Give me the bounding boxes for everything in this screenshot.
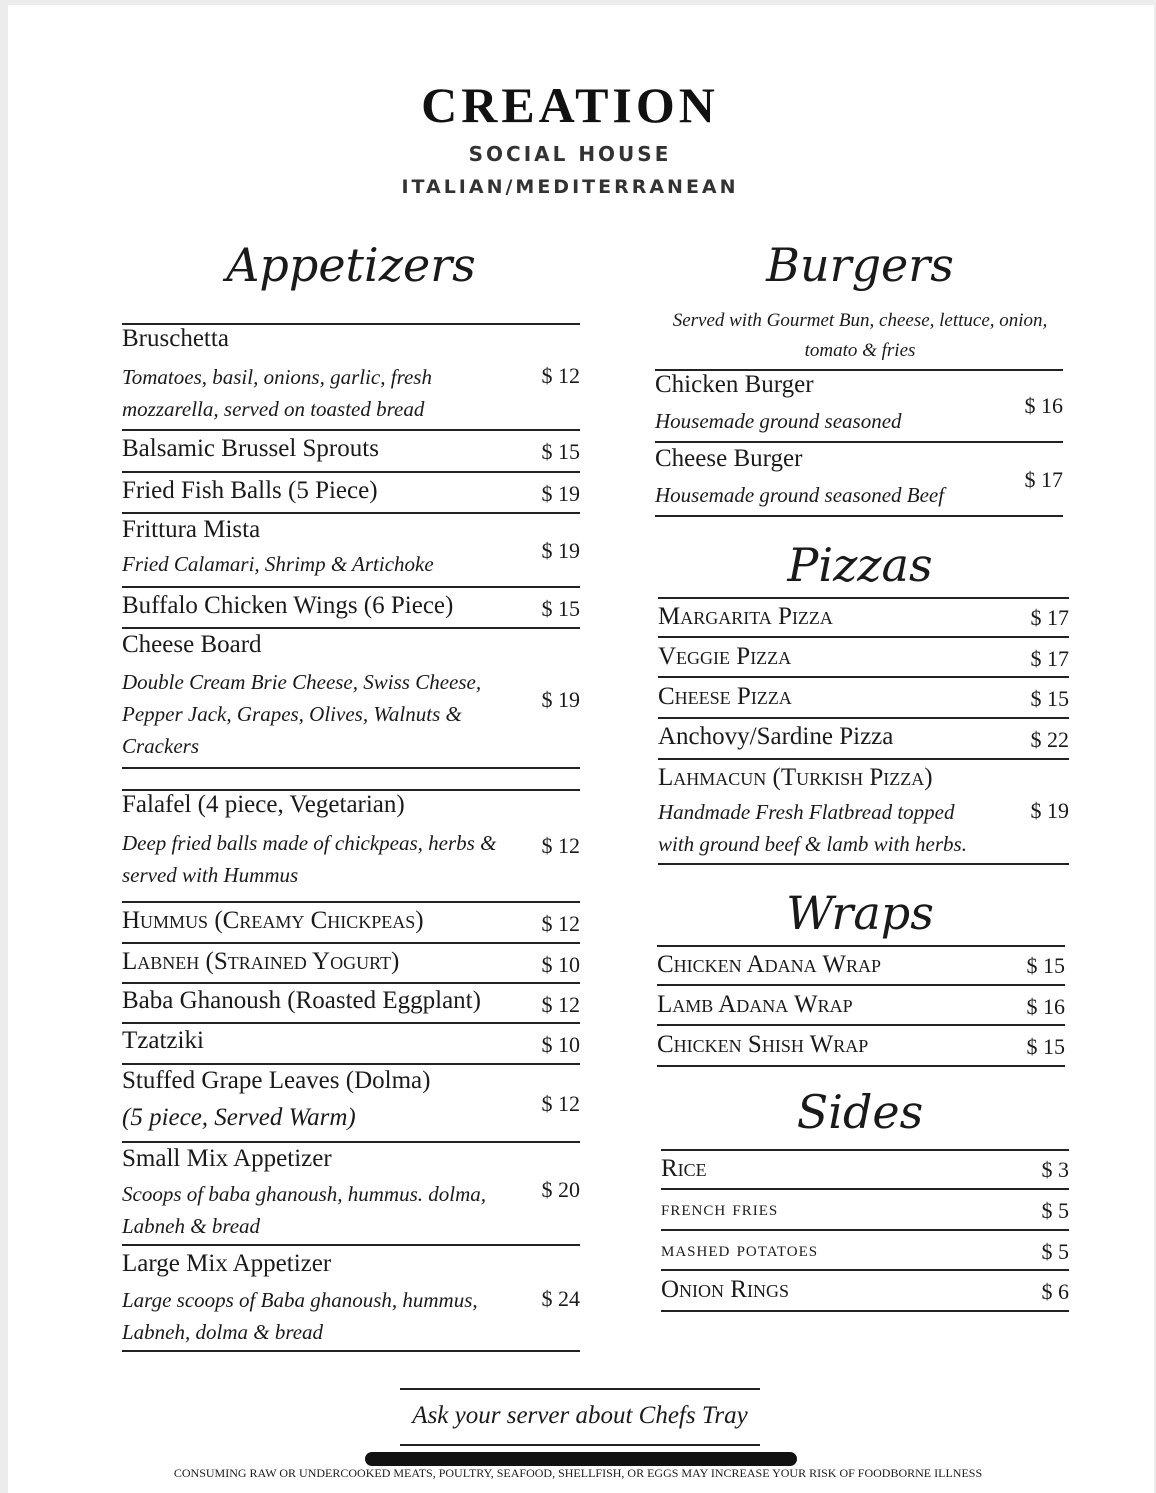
- item-description: [658, 796, 967, 860]
- item-name: Chicken Burger: [655, 371, 814, 398]
- menu-item-small-mix-appetizer: [122, 1143, 580, 1246]
- item-price: $ 15: [1026, 953, 1065, 978]
- burgers-note-line: Served with Gourmet Bun, cheese, lettuce, onion,: [672, 310, 1048, 331]
- item-name: Cheese Pizza: [658, 683, 792, 710]
- menu-item-chicken-shish-wrap: [657, 1026, 1065, 1067]
- wraps-heading: Wraps: [786, 886, 934, 940]
- item-name: mashed potatoes: [661, 1237, 819, 1261]
- item-name: Tzatziki: [122, 1027, 204, 1054]
- item-price: $ 20: [541, 1177, 580, 1202]
- item-name: Chicken Shish Wrap: [657, 1031, 869, 1058]
- item-name: Veggie Pizza: [658, 643, 792, 670]
- item-price: $ 10: [541, 1032, 580, 1057]
- item-price: $ 5: [1041, 1239, 1069, 1264]
- item-price: $ 12: [541, 833, 580, 858]
- menu-item-lahmacun: [658, 760, 1069, 865]
- pizzas-heading: Pizzas: [787, 538, 933, 592]
- menu-item-labneh: [122, 944, 580, 984]
- item-description-line: Labneh, dolma & bread: [122, 1320, 324, 1344]
- item-description-line: Housemade ground seasoned: [655, 409, 902, 433]
- menu-item-margarita-pizza: [658, 597, 1069, 638]
- menu-item-cheese-pizza: [658, 678, 1069, 719]
- item-price: $ 12: [541, 363, 580, 388]
- menu-item-lamb-adana-wrap: [657, 986, 1065, 1026]
- item-name: Balsamic Brussel Sprouts: [122, 435, 379, 462]
- menu-item-bruschetta: [122, 323, 580, 431]
- item-description-line: Large scoops of Baba ghanoush, hummus,: [122, 1288, 478, 1312]
- item-description-line: (5 piece, Served Warm): [122, 1104, 356, 1131]
- item-price: $ 16: [1024, 393, 1063, 418]
- item-price: $ 19: [541, 538, 580, 563]
- item-name: Buffalo Chicken Wings (6 Piece): [122, 592, 454, 619]
- item-description: [655, 479, 944, 511]
- item-name: Small Mix Appetizer: [122, 1145, 332, 1172]
- menu-item-frittura-mista: [122, 514, 580, 588]
- item-description-line: Scoops of baba ghanoush, hummus. dolma,: [122, 1182, 487, 1206]
- item-description: [122, 827, 496, 891]
- menu-item-fried-fish-balls: [122, 473, 580, 514]
- menu-item-cheese-board: [122, 629, 580, 769]
- menu-item-rice: [661, 1149, 1069, 1190]
- item-name: Onion Rings: [661, 1276, 789, 1303]
- item-description: [122, 548, 434, 580]
- item-description-line: Fried Calamari, Shrimp & Artichoke: [122, 552, 434, 576]
- item-price: $ 19: [541, 481, 580, 506]
- item-name: Anchovy/Sardine Pizza: [658, 723, 894, 750]
- item-name: Large Mix Appetizer: [122, 1250, 332, 1277]
- item-price: $ 16: [1026, 994, 1065, 1019]
- item-price: $ 17: [1024, 467, 1063, 492]
- item-price: $ 3: [1041, 1157, 1069, 1182]
- item-name: Lamb Adana Wrap: [657, 991, 853, 1018]
- item-name: french fries: [661, 1196, 779, 1220]
- item-description-line: Pepper Jack, Grapes, Olives, Walnuts &: [122, 702, 462, 726]
- menu-item-buffalo-chicken-wings: [122, 588, 580, 629]
- burgers-note: [640, 306, 1080, 366]
- item-description-line: Handmade Fresh Flatbread topped: [658, 800, 955, 824]
- item-description-line: Tomatoes, basil, onions, garlic, fresh: [122, 365, 432, 389]
- item-description-line: Crackers: [122, 734, 199, 758]
- appetizers-heading: Appetizers: [226, 238, 476, 292]
- item-price: $ 6: [1041, 1279, 1069, 1304]
- burgers-note-line: tomato & fries: [804, 340, 916, 361]
- item-name: Hummus (Creamy Chickpeas): [122, 907, 424, 934]
- menu-item-onion-rings: [661, 1271, 1069, 1312]
- item-price: $ 5: [1041, 1198, 1069, 1223]
- item-description: [122, 361, 432, 425]
- item-description: [122, 666, 481, 762]
- item-price: $ 15: [1030, 686, 1069, 711]
- item-name: Fried Fish Balls (5 Piece): [122, 477, 378, 504]
- item-description: [655, 405, 902, 437]
- menu-item-mashed-potatoes: [661, 1231, 1069, 1271]
- item-price: $ 15: [1026, 1034, 1065, 1059]
- chefs-tray-callout: Ask your server about Chefs Tray: [400, 1388, 760, 1446]
- item-description-line: Labneh & bread: [122, 1214, 261, 1238]
- item-price: $ 15: [541, 439, 580, 464]
- item-description-line: Deep fried balls made of chickpeas, herbs &: [122, 831, 497, 855]
- item-price: $ 12: [541, 1091, 580, 1116]
- sides-heading: Sides: [796, 1085, 924, 1139]
- menu-item-large-mix-appetizer: [122, 1246, 580, 1352]
- item-description-line: with ground beef & lamb with herbs.: [658, 832, 967, 856]
- item-name: Frittura Mista: [122, 516, 261, 543]
- foodborne-illness-disclaimer: CONSUMING RAW OR UNDERCOOKED MEATS, POULTRY, SEAFOOD, SHELLFISH, OR EGGS MAY INCREASE YOUR RISK OF FOODBORNE ILLNESS: [173, 1466, 983, 1480]
- item-price: $ 19: [541, 687, 580, 712]
- cuisine-label: ITALIAN/MEDITERRANEAN: [401, 176, 739, 198]
- burgers-heading: Burgers: [766, 238, 954, 292]
- item-description-line: Double Cream Brie Cheese, Swiss Cheese,: [122, 670, 482, 694]
- menu-item-stuffed-grape-leaves: [122, 1065, 580, 1143]
- item-price: $ 12: [541, 992, 580, 1017]
- item-description-line: Housemade ground seasoned Beef: [655, 483, 945, 507]
- item-name: Bruschetta: [122, 325, 229, 352]
- menu-item-tzatziki: [122, 1024, 580, 1065]
- menu-item-baba-ghanoush: [122, 984, 580, 1024]
- item-price: $ 19: [1030, 798, 1069, 823]
- item-price: $ 17: [1030, 646, 1069, 671]
- menu-item-veggie-pizza: [658, 638, 1069, 678]
- item-price: $ 22: [1030, 727, 1069, 752]
- item-name: Rice: [661, 1155, 707, 1182]
- item-name: Baba Ghanoush (Roasted Eggplant): [122, 987, 481, 1014]
- item-price: $ 10: [541, 952, 580, 977]
- item-price: $ 17: [1030, 605, 1069, 630]
- menu-item-hummus: [122, 903, 580, 944]
- menu-item-balsamic-brussel-sprouts: [122, 431, 580, 473]
- item-name: Cheese Burger: [655, 445, 803, 472]
- item-description-line: mozzarella, served on toasted bread: [122, 397, 425, 421]
- restaurant-name: CREATION: [421, 77, 719, 133]
- restaurant-subtitle: SOCIAL HOUSE: [468, 142, 672, 166]
- item-description-line: served with Hummus: [122, 863, 299, 887]
- item-price: $ 12: [541, 911, 580, 936]
- home-indicator-bar[interactable]: [365, 1452, 797, 1466]
- item-name: Stuffed Grape Leaves (Dolma): [122, 1067, 431, 1094]
- item-price: $ 15: [541, 596, 580, 621]
- menu-item-french-fries: [661, 1190, 1069, 1231]
- menu-item-chicken-adana-wrap: [657, 945, 1065, 986]
- menu-item-chicken-burger: [655, 369, 1063, 443]
- item-description: [122, 1178, 486, 1242]
- item-name: Lahmacun (Turkish Pizza): [658, 764, 933, 791]
- item-name: Margarita Pizza: [658, 603, 833, 630]
- menu-item-anchovy-sardine-pizza: [658, 719, 1069, 760]
- menu-item-falafel: [122, 789, 580, 903]
- item-name: Labneh (Strained Yogurt): [122, 948, 400, 975]
- item-name: Chicken Adana Wrap: [657, 951, 881, 978]
- menu-item-cheese-burger: [655, 443, 1063, 517]
- item-description: [122, 1101, 356, 1135]
- item-name: Falafel (4 piece, Vegetarian): [122, 791, 405, 818]
- item-price: $ 24: [541, 1286, 580, 1311]
- item-name: Cheese Board: [122, 631, 262, 658]
- item-description: [122, 1284, 478, 1348]
